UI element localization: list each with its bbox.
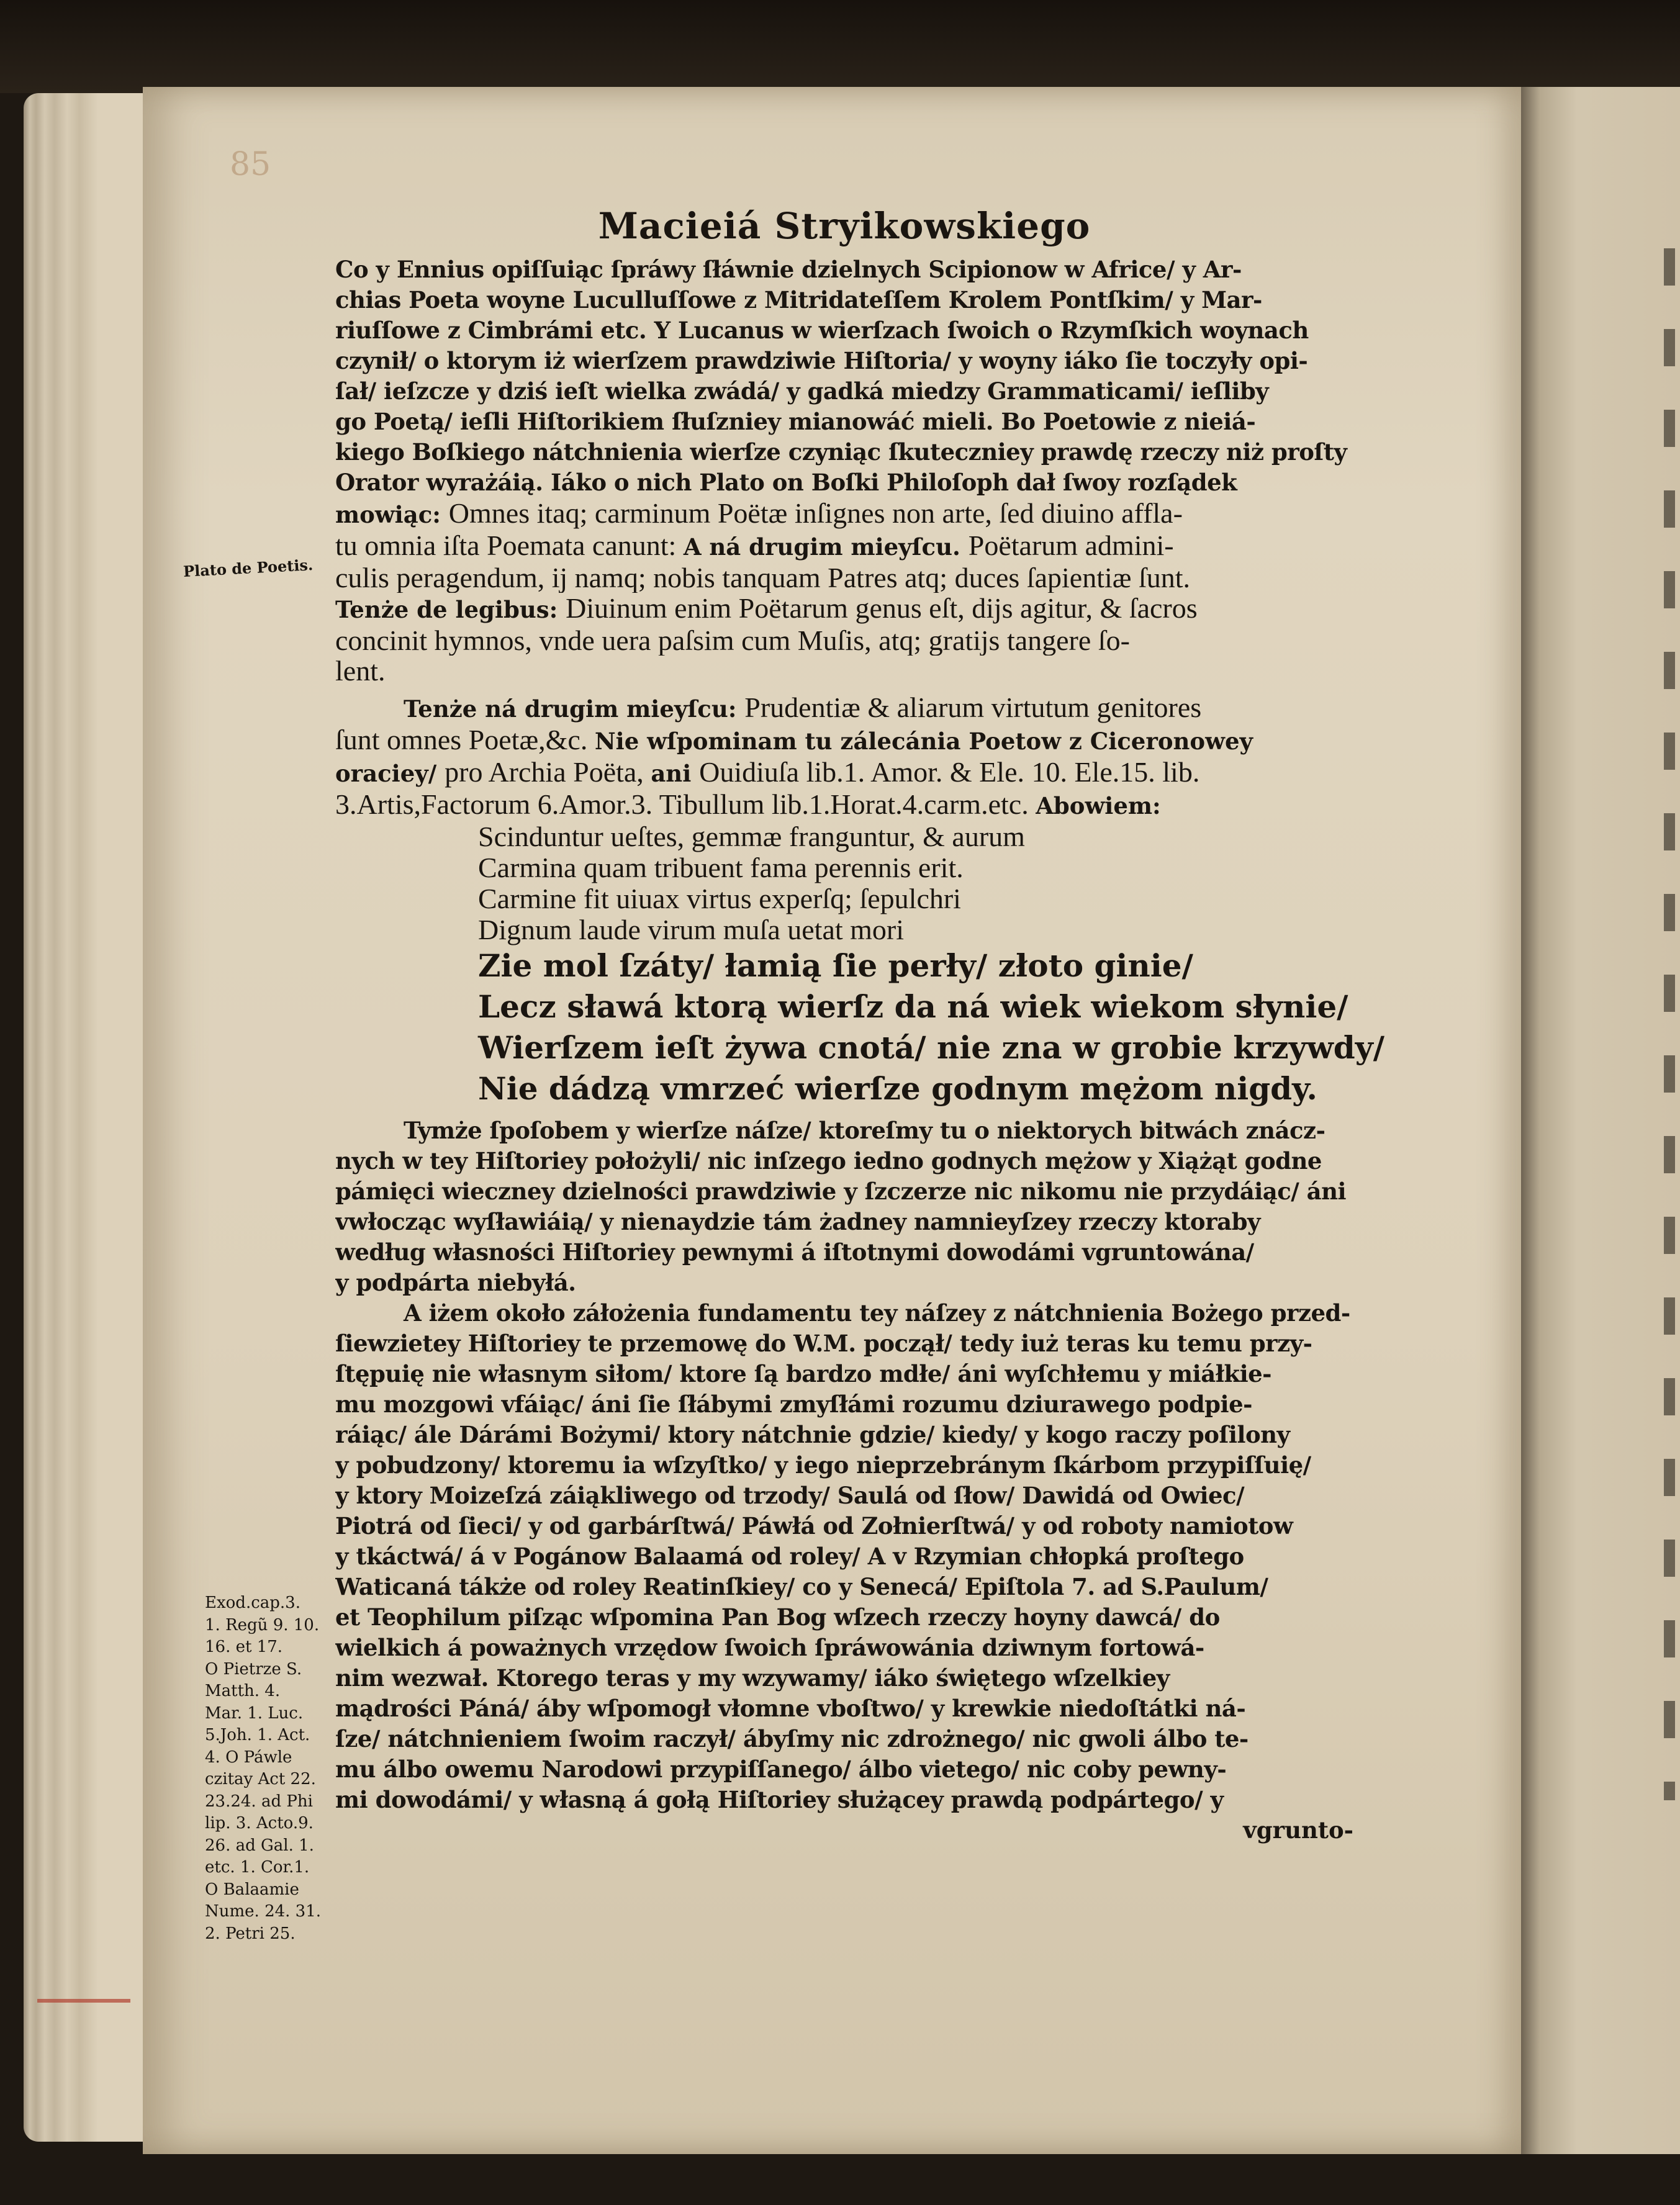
text-line: nych w tey Hiſtoriey położyli/ nic inſzego iedno godnych mężow y Xiążąt godne [335, 1147, 1322, 1175]
text-line: Scinduntur ueſtes, gemmæ franguntur, & aurum [478, 821, 1025, 852]
text-line [335, 692, 1353, 724]
text-line: Matth. 4. [205, 1682, 281, 1700]
main-text [335, 205, 1385, 1846]
verse-polish [335, 945, 1385, 1109]
binding-marks [1664, 248, 1675, 1800]
text-line: 4. O Páwle [205, 1747, 292, 1767]
margin-references [205, 1592, 348, 1945]
folio-number: 85 [230, 146, 271, 183]
background-top [0, 0, 1680, 93]
text-line: vwłocząc wyſławiáią/ y nienaydzie tám żadney namnieyſzey rzeczy ktoraby [335, 1208, 1260, 1235]
text-line: y tkáctwá/ á v Pogánow Balaamá od roley/ A v Rzymian chłopká proſtego [335, 1543, 1244, 1570]
text-line: 23.24. ad Phi [205, 1792, 313, 1811]
text-line [335, 724, 1353, 757]
text-line: Tymże ſpoſobem y wierſze náſze/ ktoreſmy tu o niektorych bitwách znácz- [404, 1117, 1325, 1144]
text-line: Zie mol ſzáty/ łamią ſie perły/ złoto ginie/ [478, 947, 1193, 984]
paragraph-1 [335, 255, 1353, 686]
text-run: Poëtarum admini- [968, 530, 1174, 561]
text-line: 2. Petri 25. [205, 1924, 296, 1943]
text-line: 1. Regũ 9. 10. [205, 1615, 320, 1635]
text-line: mi dowodámi/ y własną á gołą Hiſtoriey służącey prawdą podpártego/ y [335, 1786, 1224, 1813]
text-line: ráiąc/ ále Dárámi Bożymi/ ktory nátchnie gdzie/ kiedy/ y kogo raczy poſilony [335, 1421, 1290, 1448]
paragraph-2 [335, 692, 1353, 821]
text-run: Prudentiæ & aliarum virtutum genitores [744, 692, 1202, 723]
text-line: Nume. 24. 31. [205, 1902, 322, 1921]
facing-page-edge [1521, 87, 1680, 2154]
text-line: lent. [335, 656, 386, 686]
text-run: Ouidiuſa lib.1. Amor. & Ele. 10. Ele.15. lib. [699, 757, 1200, 788]
text-line: etc. 1. Cor.1. [205, 1858, 310, 1877]
verse-latin [335, 821, 1353, 945]
text-run: ſunt omnes Poetæ,&c. [335, 724, 595, 755]
text-line: Nie dádzą vmrzeć wierſze godnym mężom nigdy. [478, 1070, 1317, 1107]
text-line: culis peragendum, ĳ namq; nobis tanquam Patres atq; duces ſapientiæ ſunt. [335, 562, 1191, 593]
paragraph-4 [335, 1298, 1353, 1815]
text-line: go Poetą/ ieſli Hiſtorikiem ſłuſzniey mianowáć mieli. Bo Poetowie z nieiá- [335, 408, 1256, 435]
text-line [335, 530, 1353, 562]
text-line: y pobudzony/ ktoremu ia wſzyſtko/ y iego nieprzebránym ſkárbom przypiſſuię/ [335, 1451, 1311, 1479]
text-line: riuſſowe z Cimbrámi etc. Y Lucanus w wierſzach ſwoich o Rzymſkich woynach [335, 317, 1309, 344]
text-run: Omnes itaq; carminum Poëtæ inſignes non arte, ſed diuino affla- [448, 498, 1183, 529]
text-line: mądrości Páná/ áby wſpomogł vłomne vboſtwo/ y krewkie niedoſtátki ná- [335, 1695, 1246, 1722]
text-run: A ná drugim mieyſcu. [683, 533, 969, 561]
side-note-plato: Plato de Poetis. [183, 556, 314, 580]
text-line: Dignum laude virum muſa uetat mori [478, 914, 905, 945]
text-line: czynił/ o ktorym iż wierſzem prawdziwie Hiſtoria/ y woyny iáko ſie toczyły opi- [335, 347, 1308, 374]
text-line: Exod.cap.3. [205, 1594, 300, 1612]
text-line: mu álbo owemu Narodowi przypiſſanego/ álbo vietego/ nic coby pewny- [335, 1756, 1227, 1783]
text-line: lip. 3. Acto.9. [205, 1814, 314, 1833]
text-line [335, 789, 1353, 821]
text-line: Wierſzem ieſt żywa cnotá/ nie zna w grobie krzywdy/ [478, 1029, 1385, 1066]
catchword: vgrunto- [1243, 1816, 1353, 1844]
text-line: Orator wyrażáią. Iáko o nich Plato on Boſki Philoſoph dał ſwoy rozſądek [335, 469, 1237, 496]
text-run: Tenże ná drugim mieyſcu: [404, 695, 745, 723]
text-line: Waticaná tákże od roley Reatinſkiey/ co y Senecá/ Epiſtola 7. ad S.Paulum/ [335, 1573, 1268, 1600]
text-line: czitay Act 22. [205, 1770, 316, 1788]
running-head: Macieiá Stryikowskiego [598, 205, 1091, 247]
text-line: nim wezwał. Ktorego teras y my wzywamy/ iáko świętego wſzelkiey [335, 1664, 1170, 1692]
text-line: według własności Hiſtoriey pewnymi á iſtotnymi dowodámi vgruntowána/ [335, 1238, 1254, 1266]
text-line: Mar. 1. Luc. [205, 1703, 304, 1723]
text-run: Diuinum enim Poëtarum genus eſt, dĳs agitur, & ſacros [566, 593, 1198, 624]
text-line: mu mozgowi vfáiąc/ áni ſie ſłábymi zmyſłámi rozumu dziurawego podpie- [335, 1391, 1253, 1418]
text-line: pámięci wieczney dzielności prawdziwie y ſzczerze nic nikomu nie przydáiąc/ áni [335, 1178, 1347, 1205]
text-run: ani [651, 760, 700, 787]
text-line: 16. et 17. [205, 1638, 283, 1656]
text-line [335, 498, 1353, 530]
text-run: Tenże de legibus: [335, 596, 566, 623]
text-line: ſze/ nátchnieniem ſwoim raczył/ ábyſmy nic zdrożnego/ nic gwoli álbo te- [335, 1725, 1249, 1752]
text-line: Carmina quam tribuent fama perennis erit. [478, 852, 964, 883]
text-line [335, 757, 1353, 789]
page-edge-red-mark [37, 1999, 130, 2003]
text-line: Piotrá od ſieci/ y od garbárſtwá/ Páwłá od Zołnierſtwá/ y od roboty namiotow [335, 1512, 1293, 1540]
text-line: 5.Joh. 1. Act. [205, 1726, 310, 1744]
text-line: chias Poeta woyne Luculluſſowe z Mitridateſſem Krolem Pontſkim/ y Mar- [335, 286, 1262, 313]
text-line: O Pietrze S. [205, 1659, 302, 1679]
text-line: et Teophilum piſząc wſpomina Pan Bog wſzech rzeczy hoyny dawcá/ do [335, 1603, 1220, 1631]
text-run: oraciey/ [335, 760, 445, 787]
text-line: wielkich á poważnych vrzędow ſwoich ſpráwowánia dziwnym fortowá- [335, 1634, 1204, 1661]
text-line [335, 593, 1353, 625]
text-line: concinit hymnos, vnde uera paſsim cum Muſis, atq; gratĳs tangere ſo- [335, 625, 1130, 656]
text-line: Carmine fit uiuax virtus experſq; ſepulchri [478, 883, 961, 914]
text-run: 3.Artis,Factorum 6.Amor.3. Tibullum lib.1.Horat.4.carm.etc. [335, 789, 1036, 820]
text-run: Nie wſpominam tu zálecánia Poetow z Ciceronowey [594, 728, 1253, 755]
text-line: ſtępuię nie własnym siłom/ ktore ſą bardzo mdłe/ áni wyſchłemu y miáłkie- [335, 1360, 1272, 1387]
text-line: O Balaamie [205, 1880, 299, 1899]
text-run: mowiąc: [335, 501, 449, 528]
text-run: Abowiem: [1036, 792, 1161, 819]
text-run: pro Archia Poëta, [445, 757, 651, 788]
text-line: 26. ad Gal. 1. [205, 1836, 314, 1855]
text-line: Co y Ennius opiſſuiąc ſpráwy ſłáwnie dzielnych Scipionow w Africe/ y Ar- [335, 256, 1242, 283]
text-line: y podpárta niebyłá. [335, 1269, 576, 1296]
paragraph-3 [335, 1116, 1353, 1298]
text-line: A iżem około záłożenia fundamentu tey náſzey z nátchnienia Bożego przed- [404, 1299, 1350, 1327]
text-line: ſał/ ieſzcze y dziś ieſt wielka zwádá/ y gadká miedzy Grammaticami/ ieſliby [335, 377, 1269, 405]
text-line: kiego Boſkiego nátchnienia wierſze czyniąc ſkuteczniey prawdę rzeczy niż proſty [335, 438, 1347, 466]
text-run: tu omnia iſta Poemata canunt: [335, 530, 684, 561]
text-line: Lecz sławá ktorą wierſz da ná wiek wiekom słynie/ [478, 988, 1348, 1025]
text-line: ſiewzietey Hiſtoriey te przemowę do W.M. począł/ tedy iuż teras ku temu przy- [335, 1330, 1312, 1357]
text-line: y ktory Moizeſzá záiąkliwego od trzody/ Saulá od ſłow/ Dawidá od Owiec/ [335, 1482, 1245, 1509]
